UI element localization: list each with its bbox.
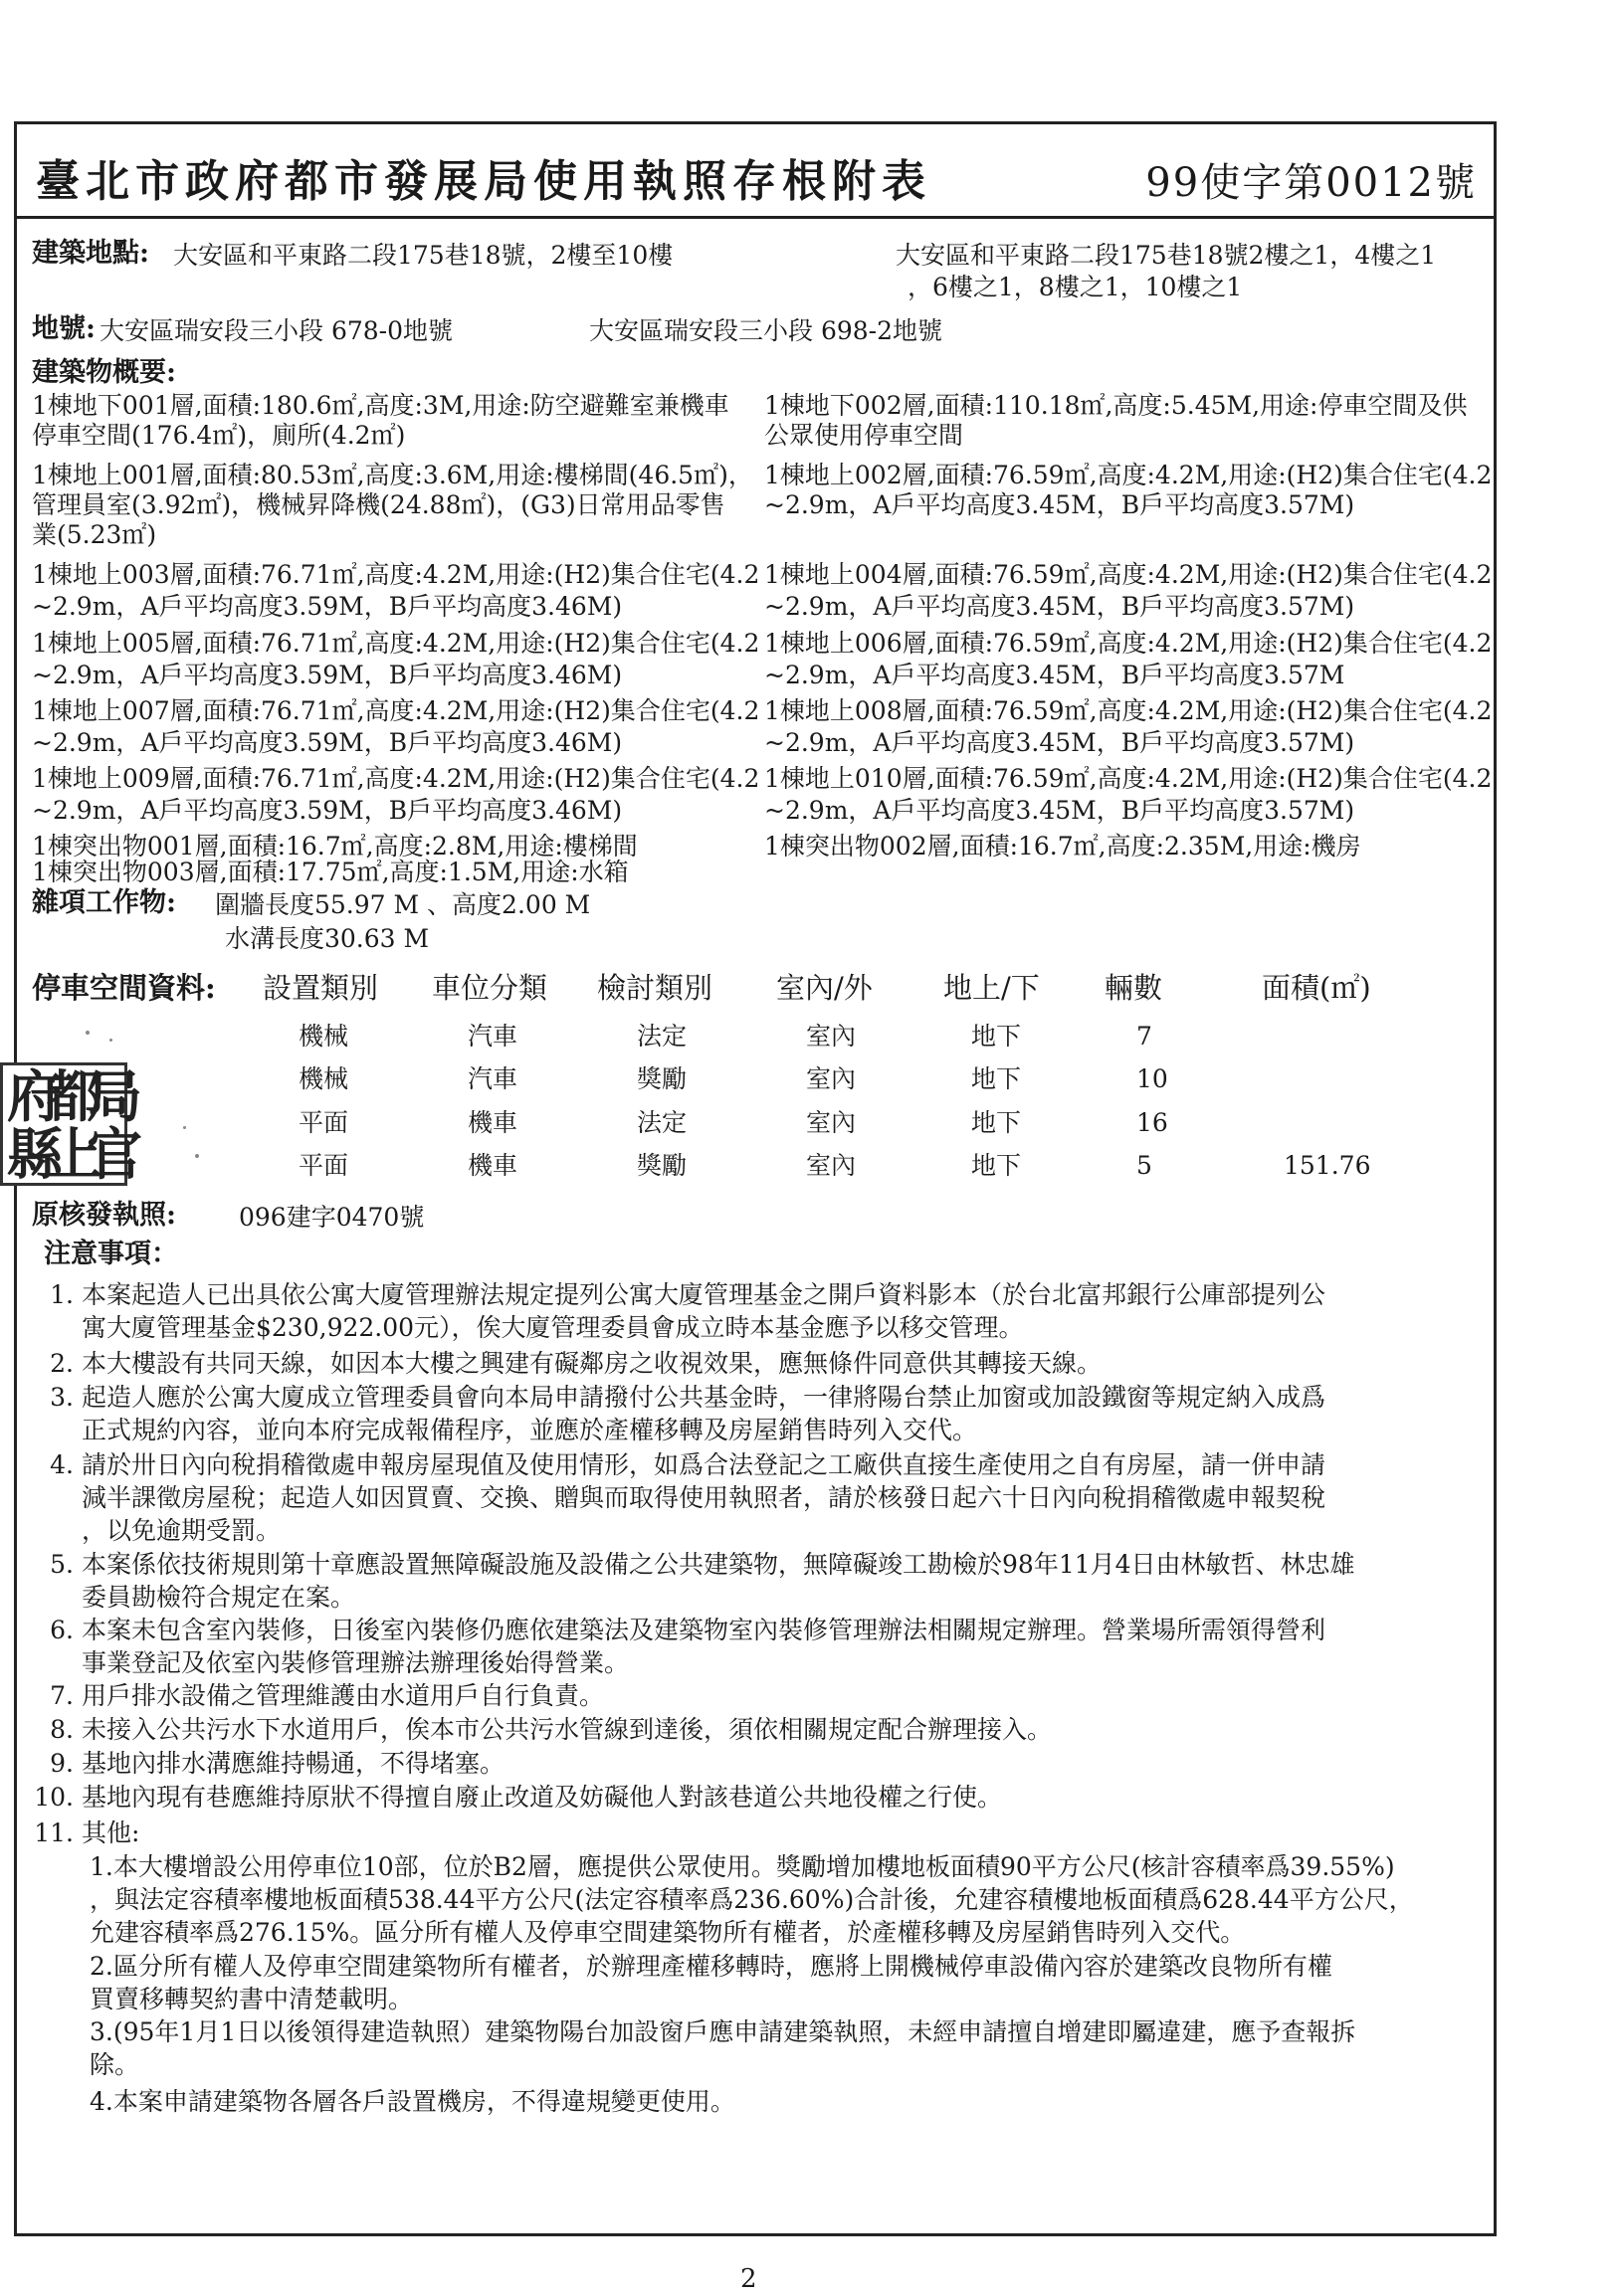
sub-note-line: 允建容積率爲276.15%。區分所有權人及停車空間建築物所有權者，於產權移轉及房屋銷售時列入交代。	[90, 1918, 1246, 1947]
parking-cell: 7	[1136, 1022, 1152, 1051]
notes-label: 注意事項：	[44, 1239, 178, 1269]
sub-note-line: 3.(95年1月1日以後領得建造執照）建築物陽台加設窗戶應申請建築執照，未經申請擅自增建即屬違建，應予查報拆	[90, 2017, 1356, 2046]
note-line: 用戶排水設備之管理維護由水道用戶自行負責。	[82, 1681, 605, 1710]
parking-header: 面積(㎡)	[1262, 971, 1371, 1005]
note-line: 起造人應於公寓大廈成立管理委員會向本局申請撥付公共基金時，一律將陽台禁止加窗或加設鐵窗等規定納入成爲	[82, 1383, 1326, 1412]
parking-cell: 平面	[299, 1151, 349, 1180]
lot-label: 地號:	[32, 313, 96, 344]
overview-left-line: 停車空間(176.4㎡)，廁所(4.2㎡)	[32, 421, 406, 450]
note-line: 本案未包含室內裝修，日後室內裝修仍應依建築法及建築物室內裝修管理辦法相關規定辦理。營業場所需領得營利	[82, 1616, 1326, 1644]
misc-works-line1: 圍牆長度55.97 M 、高度2.00 M	[215, 890, 591, 919]
note-number: 10.	[34, 1783, 74, 1812]
overview-right-line: ~2.9m，A戶平均高度3.45M，B戶平均高度3.57M)	[764, 490, 1355, 519]
overview-left-line: ~2.9m，A戶平均高度3.59M，B戶平均高度3.46M)	[32, 661, 623, 689]
original-permit-value: 096建字0470號	[239, 1203, 425, 1232]
note-line: 未接入公共污水下水道用戶，俟本市公共污水管線到達後，須依相關規定配合辦理接入。	[82, 1715, 1053, 1744]
parking-cell: 室內	[806, 1108, 857, 1137]
parking-header: 設置類別	[263, 971, 379, 1005]
note-line: 本大樓設有共同天線，如因本大樓之興建有礙鄰房之收視效果，應無條件同意供其轉接天線。	[82, 1349, 1103, 1378]
note-line: 本案係依技術規則第十章應設置無障礙設施及設備之公共建築物，無障礙竣工勘檢於98年11月4日由林敏哲、林忠雄	[82, 1550, 1355, 1579]
overview-right-line: ~2.9m，A戶平均高度3.45M，B戶平均高度3.57M)	[764, 592, 1355, 621]
note-line: 寓大廈管理基金$230,922.00元），俟大廈管理委員會成立時本基金應予以移交管理。	[82, 1313, 1024, 1342]
note-line: 正式規約內容，並向本府完成報備程序，並應於產權移轉及房屋銷售時列入交代。	[82, 1416, 978, 1444]
location-right-line2: ，6樓之1，8樓之1，10樓之1	[908, 273, 1243, 301]
scan-speck	[86, 1031, 90, 1035]
parking-header: 輛數	[1105, 971, 1163, 1005]
misc-works-label: 雜項工作物:	[32, 887, 176, 918]
page-number: 2	[740, 2264, 757, 2294]
note-line: 本案起造人已出具依公寓大廈管理辦法規定提列公寓大廈管理基金之開戶資料影本（於台北富邦銀行公庫部提列公	[82, 1280, 1326, 1309]
misc-works-line2: 水溝長度30.63 M	[225, 924, 430, 953]
location-left: 大安區和平東路二段175巷18號，2樓至10樓	[173, 241, 674, 270]
note-number: 2.	[50, 1349, 74, 1378]
overview-left-line: 管理員室(3.92㎡)，機械昇降機(24.88㎡)，(G3)日常用品零售	[32, 490, 725, 519]
scan-speck	[195, 1154, 199, 1158]
parking-cell: 16	[1136, 1108, 1168, 1137]
note-line: 委員勘檢符合規定在案。	[82, 1583, 356, 1612]
note-line: 減半課徵房屋稅；起造人如因買賣、交換、贈與而取得使用執照者，請於核發日起六十日內向稅捐稽徵處申報契稅	[82, 1483, 1326, 1512]
sub-note-line: 1.本大樓增設公用停車位10部，位於B2層，應提供公眾使用。獎勵增加樓地板面積90平方公尺(核計容積率爲39.55%)	[90, 1852, 1395, 1881]
parking-label: 停車空間資料:	[32, 971, 216, 1005]
parking-cell: 機車	[468, 1151, 518, 1180]
note-number: 1.	[50, 1280, 74, 1309]
overview-right-line: 1棟突出物002層,面積:16.7㎡,高度:2.35M,用途:機房	[764, 832, 1361, 861]
document-title: 臺北市政府都市發展局使用執照存根附表	[36, 156, 931, 207]
seal-glyph: 官	[87, 1122, 142, 1188]
overview-right-line: ~2.9m，A戶平均高度3.45M，B戶平均高度3.57M	[764, 661, 1345, 689]
overview-right-line: 1棟地上008層,面積:76.59㎡,高度:4.2M,用途:(H2)集合住宅(4.2	[764, 696, 1493, 725]
overview-right-line: 公眾使用停車空間	[764, 421, 964, 450]
overview-left-line: 1棟地下001層,面積:180.6㎡,高度:3M,用途:防空避難室兼機車	[32, 391, 729, 420]
note-line: 其他:	[82, 1818, 140, 1847]
parking-cell: 汽車	[468, 1064, 518, 1093]
lot-right: 大安區瑞安段三小段 698-2地號	[589, 316, 943, 345]
overview-label: 建築物概要:	[32, 357, 176, 388]
overview-left-line: ~2.9m，A戶平均高度3.59M，B戶平均高度3.46M)	[32, 728, 623, 757]
official-seal	[0, 1062, 142, 1188]
parking-cell: 室內	[806, 1022, 857, 1051]
note-number: 9.	[50, 1749, 74, 1778]
sub-note-line: 除。	[90, 2050, 140, 2079]
overview-right-line: 1棟地上002層,面積:76.59㎡,高度:4.2M,用途:(H2)集合住宅(4.2	[764, 461, 1493, 489]
document-number: 99使字第0012號	[1145, 160, 1477, 206]
parking-header: 室內/外	[776, 971, 873, 1005]
parking-cell: 機械	[299, 1022, 349, 1051]
overview-left-line: 1棟地上001層,面積:80.53㎡,高度:3.6M,用途:樓梯間(46.5㎡)，	[32, 461, 753, 489]
note-line: ，以免逾期受罰。	[82, 1516, 282, 1545]
parking-cell: 法定	[637, 1108, 688, 1137]
overview-left-line: 1棟突出物003層,面積:17.75㎡,高度:1.5M,用途:水箱	[32, 858, 629, 886]
overview-left-line: 業(5.23㎡)	[32, 520, 157, 549]
overview-right-line: 1棟地下002層,面積:110.18㎡,高度:5.45M,用途:停車空間及供	[764, 391, 1468, 420]
overview-right-line: 1棟地上004層,面積:76.59㎡,高度:4.2M,用途:(H2)集合住宅(4.2	[764, 560, 1493, 589]
parking-cell: 室內	[806, 1064, 857, 1093]
seal-glyph: 局	[87, 1064, 142, 1130]
overview-right-line: ~2.9m，A戶平均高度3.45M，B戶平均高度3.57M)	[764, 796, 1355, 825]
sub-note-line: 4.本案申請建築物各層各戶設置機房，不得違規變更使用。	[90, 2087, 735, 2116]
location-right-line1: 大安區和平東路二段175巷18號2樓之1，4樓之1	[896, 241, 1437, 270]
lot-left: 大安區瑞安段三小段 678-0地號	[100, 316, 454, 345]
document-header	[14, 121, 1497, 219]
original-permit-label: 原核發執照:	[32, 1200, 176, 1231]
overview-left-line: 1棟地上009層,面積:76.71㎡,高度:4.2M,用途:(H2)集合住宅(4.2	[32, 764, 760, 793]
sub-note-line: 買賣移轉契約書中清楚載明。	[90, 1985, 414, 2013]
parking-cell: 地下	[971, 1151, 1022, 1180]
seal-glyph: 上	[47, 1122, 102, 1188]
seal-glyph: 都	[47, 1064, 102, 1130]
sub-note-line: ，與法定容積率樓地板面積538.44平方公尺(法定容積率爲236.60%)合計後，允建容積樓地板面積爲628.44平方公尺，	[90, 1885, 1414, 1914]
overview-left-line: ~2.9m，A戶平均高度3.59M，B戶平均高度3.46M)	[32, 796, 623, 825]
note-line: 基地內排水溝應維持暢通，不得堵塞。	[82, 1749, 505, 1778]
parking-cell: 室內	[806, 1151, 857, 1180]
overview-right-line: 1棟地上010層,面積:76.59㎡,高度:4.2M,用途:(H2)集合住宅(4.2	[764, 764, 1493, 793]
parking-cell: 平面	[299, 1108, 349, 1137]
note-number: 7.	[50, 1681, 74, 1710]
note-line: 基地內現有巷應維持原狀不得擅自廢止改道及妨礙他人對該巷道公共地役權之行使。	[82, 1783, 1003, 1812]
parking-cell: 5	[1136, 1151, 1152, 1180]
parking-cell: 地下	[971, 1108, 1022, 1137]
note-number: 8.	[50, 1715, 74, 1744]
scan-speck	[109, 1039, 112, 1042]
note-number: 11.	[34, 1818, 74, 1847]
note-number: 5.	[50, 1550, 74, 1579]
parking-header: 車位分類	[432, 971, 548, 1005]
location-label: 建築地點:	[32, 238, 149, 269]
parking-header: 地上/下	[943, 971, 1040, 1005]
overview-left-line: 1棟地上007層,面積:76.71㎡,高度:4.2M,用途:(H2)集合住宅(4.2	[32, 696, 760, 725]
note-line: 事業登記及依室內裝修管理辦法辦理後始得營業。	[82, 1648, 630, 1677]
parking-cell: 151.76	[1284, 1151, 1371, 1180]
overview-left-line: ~2.9m，A戶平均高度3.59M，B戶平均高度3.46M)	[32, 592, 623, 621]
note-line: 請於卅日內向稅捐稽徵處申報房屋現值及使用情形，如爲合法登記之工廠供直接生產使用之自有房屋，請一併申請	[82, 1450, 1326, 1479]
parking-cell: 獎勵	[637, 1151, 688, 1180]
parking-cell: 地下	[971, 1064, 1022, 1093]
parking-cell: 地下	[971, 1022, 1022, 1051]
overview-right-line: ~2.9m，A戶平均高度3.45M，B戶平均高度3.57M)	[764, 728, 1355, 757]
parking-cell: 法定	[637, 1022, 688, 1051]
seal-glyph: 縣	[7, 1122, 63, 1188]
seal-glyph: 府	[7, 1064, 63, 1130]
overview-left-line: 1棟地上003層,面積:76.71㎡,高度:4.2M,用途:(H2)集合住宅(4.2	[32, 560, 760, 589]
parking-cell: 汽車	[468, 1022, 518, 1051]
note-number: 4.	[50, 1450, 74, 1479]
parking-cell: 10	[1136, 1064, 1168, 1093]
parking-cell: 機械	[299, 1064, 349, 1093]
overview-left-line: 1棟地上005層,面積:76.71㎡,高度:4.2M,用途:(H2)集合住宅(4.2	[32, 629, 760, 658]
note-number: 3.	[50, 1383, 74, 1412]
parking-header: 檢討類別	[597, 971, 713, 1005]
parking-cell: 獎勵	[637, 1064, 688, 1093]
sub-note-line: 2.區分所有權人及停車空間建築物所有權者，於辦理產權移轉時，應將上開機械停車設備內容於建築改良物所有權	[90, 1952, 1332, 1981]
note-number: 6.	[50, 1616, 74, 1644]
parking-cell: 機車	[468, 1108, 518, 1137]
scan-speck	[183, 1126, 186, 1129]
overview-right-line: 1棟地上006層,面積:76.59㎡,高度:4.2M,用途:(H2)集合住宅(4.2	[764, 629, 1493, 658]
overview-left-line: 1棟突出物001層,面積:16.7㎡,高度:2.8M,用途:樓梯間	[32, 832, 638, 861]
